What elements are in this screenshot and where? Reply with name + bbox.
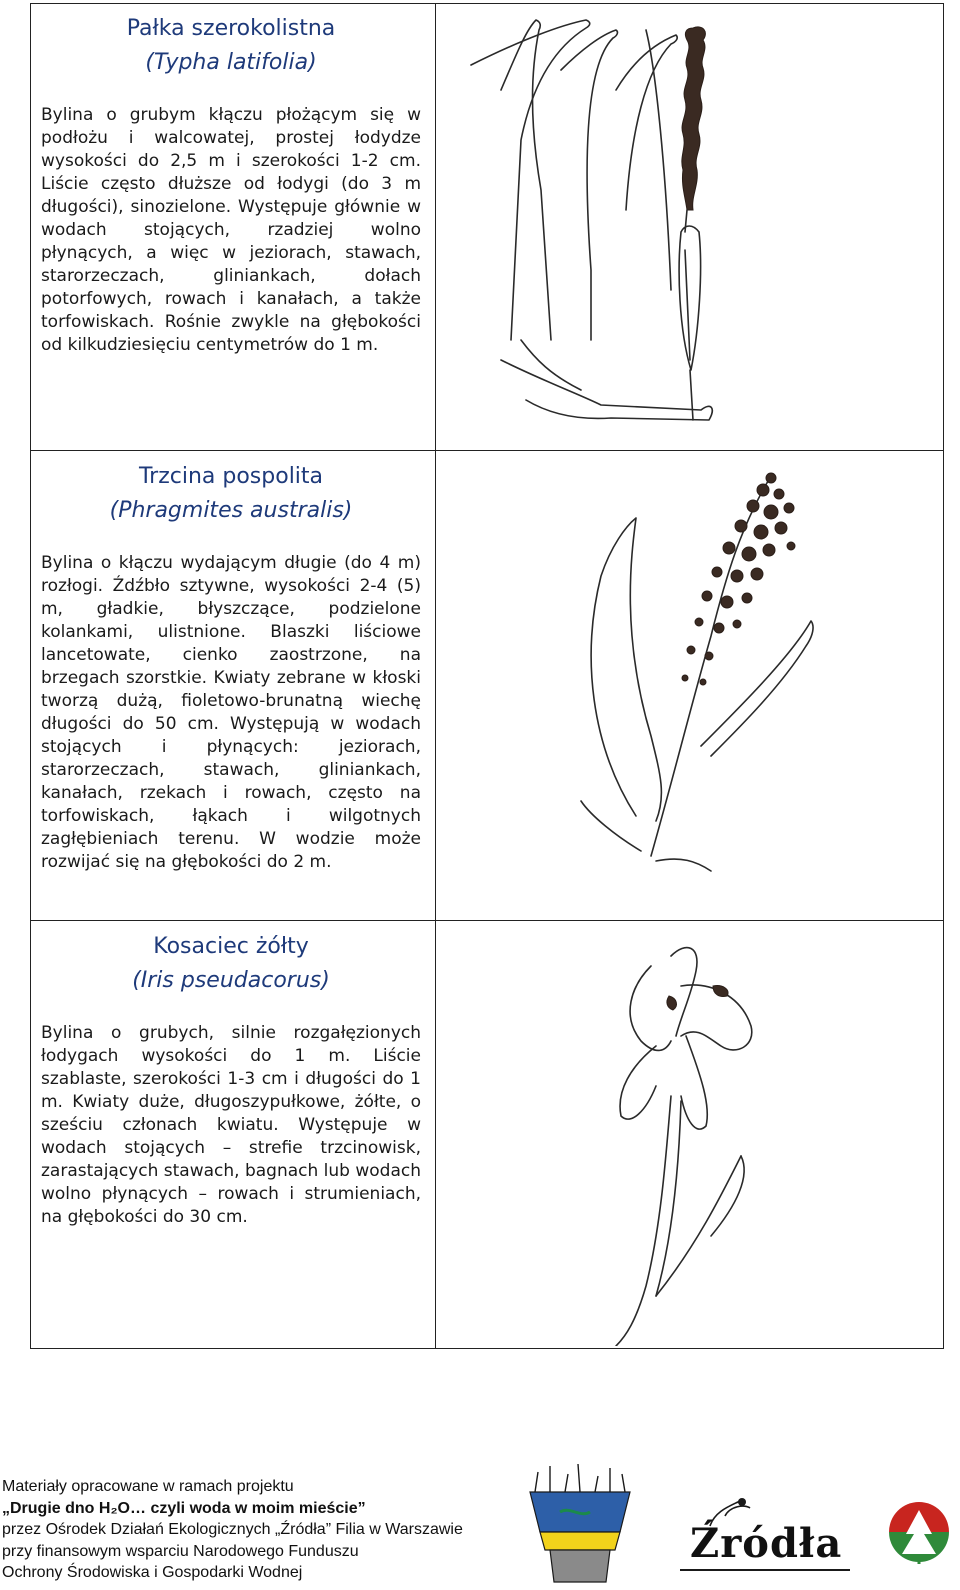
credits-line: przez Ośrodek Działań Ekologicznych „Źródła” Filia w Warszawie xyxy=(2,1521,463,1538)
plant-description: Bylina o grubym kłączu płożącym się w podłożu i walcowatej, prostej łodydze wysokości do 2,5 m i szerokości 1-2 cm. Liście często dłuższe od łodygi (do 3 m długości), sinozielone. Występuje głównie w wodach stojących, rzadziej wolno płynących, a więc w jeziorach, stawach, starorzeczach, gliniankach, dołach potorfowych, rowach i kanałach, a także torfowiskach. Rośnie zwykle na głębokości od kilkudziesięciu centymetrów do 1 m. xyxy=(41,105,421,355)
plant-entry-typha xyxy=(41,12,421,357)
credits-line: przy finansowym wsparciu Narodowego Funduszu xyxy=(2,1542,359,1560)
plant-name: Pałka szerokolistna xyxy=(126,16,336,41)
plant-description: Bylina o kłączu wydającym długie (do 4 m) rozłogi. Źdźbło sztywne, wysokości 2-4 (5) m, gładkie, błyszczące, podzielone kolankami, ulistnione. Blaszki liściowe lancetowate, cienko zaostrzone, na brzegach szorstkie. Kwiaty zebrane w kłoski tworzą dużą, fioletowo-brunatną wiechę długości do 50 cm. Występują w wodach stojących i płynących: jeziorach, starorzeczach, stawach, gliniankach, kanałach, rzekach i rowach, często na torfowiskach, łąkach i wilgotnych zagłębieniach terenu. W wodzie może rozwijać się na głębokości do 2 m. xyxy=(41,553,421,872)
typha-illustration xyxy=(441,10,941,444)
project-title: „Drugie dno H₂O… czyli woda w moim mieście” xyxy=(2,1499,366,1517)
plant-latin-name: (Iris pseudacorus) xyxy=(132,968,330,993)
zrodla-logo xyxy=(670,1496,860,1576)
zrodla-logo-text: Źródła xyxy=(690,1520,843,1567)
plant-table xyxy=(30,3,944,1349)
nfosigw-logo xyxy=(884,1492,954,1572)
plant-entry-iris xyxy=(41,930,421,1229)
row-divider xyxy=(31,920,943,921)
project-credits xyxy=(2,1476,463,1584)
project-logo xyxy=(520,1462,640,1586)
credits-line: Materiały opracowane w ramach projektu xyxy=(2,1478,294,1495)
column-divider xyxy=(435,4,436,1348)
plant-name: Trzcina pospolita xyxy=(138,464,324,489)
credits-line: Ochrony Środowiska i Gospodarki Wodnej xyxy=(2,1564,303,1581)
plant-entry-phragmites xyxy=(41,460,421,874)
plant-name: Kosaciec żółty xyxy=(153,934,309,959)
iris-illustration xyxy=(441,926,941,1346)
plant-latin-name: (Phragmites australis) xyxy=(109,498,353,523)
plant-latin-name: (Typha latifolia) xyxy=(145,50,317,75)
row-divider xyxy=(31,450,943,451)
phragmites-illustration xyxy=(441,456,941,916)
plant-description: Bylina o grubych, silnie rozgałęzionych łodygach wysokości do 1 m. Liście szablaste, szerokości 1-3 cm i długości do 1 m. Kwiaty duże, długoszypułkowe, żółte, o sześciu członach kwiatu. Występuje w wodach stojących – strefie trzcinowisk, zarastających stawach, bagnach lub wodach wolno płynących – rowach i strumieniach, na głębokości do 30 cm. xyxy=(41,1023,421,1227)
